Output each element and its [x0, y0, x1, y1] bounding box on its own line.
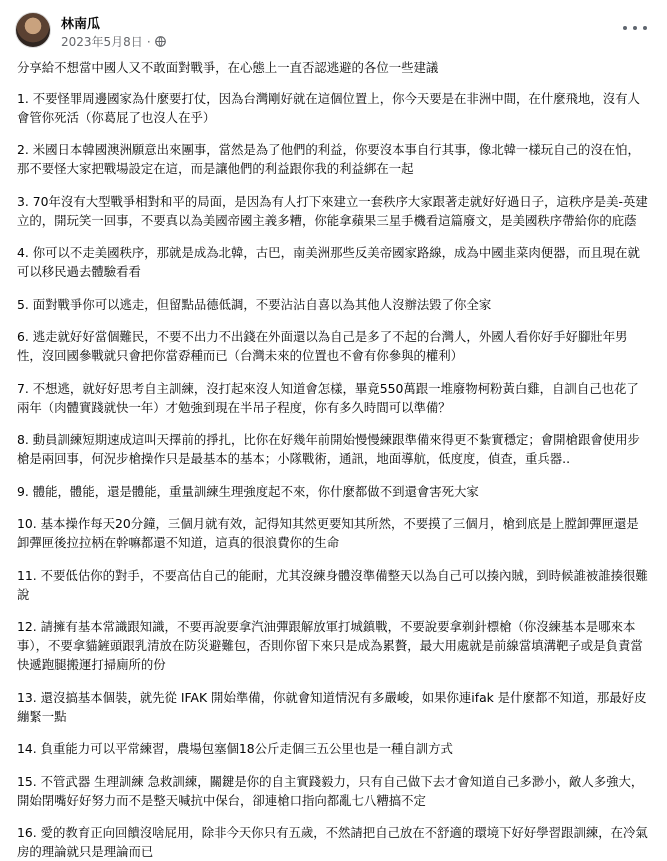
post-header: [0, 0, 667, 58]
list-item: 9. 體能，體能，還是體能，重量訓練生理強度起不來，你什麼都做不到還會害死大家: [17, 483, 479, 499]
list-item: 5. 面對戰爭你可以逃走，但留點品德低調，不要沾沾自喜以為其他人沒辦法毀了你全家: [17, 296, 492, 312]
list-item: 16. 愛的教育正向回饋沒啥屁用，除非今天你只有五歲，不然請把自己放在不舒適的環境下好好學習跟訓練，在冷氣房的理論就只是理論而已: [17, 825, 648, 859]
globe-icon: [155, 36, 166, 47]
post-date[interactable]: 2023年5月8日: [61, 35, 143, 49]
post-intro: 分享給不想當中國人又不敢面對戰爭，在心態上一直否認逃避的各位一些建議: [17, 60, 439, 75]
list-item: 15. 不管武器 生理訓練 急救訓練，關鍵是你的自主實踐毅力，只有自己做下去才會知道自己多渺小，敵人多強大，開始閉嘴好好努力而不是整天喊抗中保台，卻連槍口指向都亂七八糟搞不定: [17, 773, 644, 808]
avatar[interactable]: [15, 12, 51, 48]
list-item: 3. 70年沒有大型戰爭相對和平的局面，是因為有人打下來建立一套秩序大家跟著走就好好過日子，這秩序是美-英建立的，開玩笑一回事，不要真以為美國帝國主義多糟，你能拿蘋果三星手機看這篇廢文，是美國秩序帶給你的庇蔭: [17, 193, 648, 228]
list-item: 11. 不要低估你的對手，不要高估自己的能耐，尤其沒練身體沒準備整天以為自己可以揍內賊，到時候誰被誰揍很難說: [17, 567, 648, 602]
post-meta: [61, 33, 166, 50]
author-name[interactable]: 林南瓜: [61, 17, 101, 32]
list-item: 12. 請擁有基本常識跟知識，不要再說要拿汽油彈跟解放軍打城鎮戰，不要說要拿剃針標槍（你沒練基本是哪來本事），不要拿貓鏟頭跟乳清放在防災避難包，否則你留下來只是成為累贅，最大用處就是前線當填溝靶子或是負責當快遞跑腿搬運打掃廁所的份: [17, 619, 643, 672]
list-item: 6. 逃走就好好當個難民，不要不出力不出錢在外面還以為自己是多了不起的台灣人，外國人看你好手好腳壯年男性，沒回國參戰就只會把你當孬種而已（台灣未來的位置也不會有你參與的權利）: [17, 329, 628, 363]
more-options-icon[interactable]: [623, 18, 647, 38]
list-item: 13. 還沒搞基本個裝，就先從 IFAK 開始準備，你就會知道情況有多嚴峻，如果你連ifak 是什麼都不知道，那最好皮繃緊一點: [17, 689, 647, 724]
list-item: 2. 米國日本韓國澳洲願意出來團事，當然是為了他們的利益，你要沒本事自行其事，像北韓一樣玩自己的沒在怕，那不要怪大家把戰場設定在這，而是讓他們的利益跟你我的利益綁在一起: [17, 142, 640, 176]
list-item: 1. 不要怪罪周邊國家為什麼要打仗，因為台灣剛好就在這個位置上，你今天要是在非洲中間，在什麼飛地，沒有人會管你死活（你葛屁了也沒人在乎）: [17, 90, 640, 125]
post-body: [0, 58, 667, 861]
meta-separator: ·: [146, 34, 151, 49]
list-item: 7. 不想逃，就好好思考自主訓練，沒打起來沒人知道會怎樣，畢竟550萬跟一堆廢物柯粉黃白雞，自訓自己也花了兩年（肉體實踐就快一年）才勉強到現在半吊子程度，你有多久時間可以準備？: [17, 380, 639, 415]
list-item: 8. 動員訓練短期速成這叫天擇前的掙扎，比你在好幾年前開始慢慢練跟準備來得更不紮實穩定；會開槍跟會使用步槍是兩回事，何況步槍操作只是最基本的基本；小隊戰術，通訊，地面導航，低度度，偵查，重兵器..: [17, 432, 640, 466]
list-item: 10. 基本操作每天20分鐘，三個月就有效，記得知其然更要知其所然，不要摸了三個月，槍到底是上膛卸彈匣還是卸彈匣後拉拉柄在幹嘛都還不知道，這真的很浪費你的生命: [17, 516, 639, 550]
list-item: 14. 負重能力可以平常練習，農場包塞個18公斤走個三五公里也是一種自訓方式: [17, 741, 453, 756]
list-item: 4. 你可以不走美國秩序，那就是成為北韓，古巴，南美洲那些反美帝國家路線，成為中國韭菜肉便器，而且現在就可以移民過去體驗看看: [17, 245, 640, 279]
